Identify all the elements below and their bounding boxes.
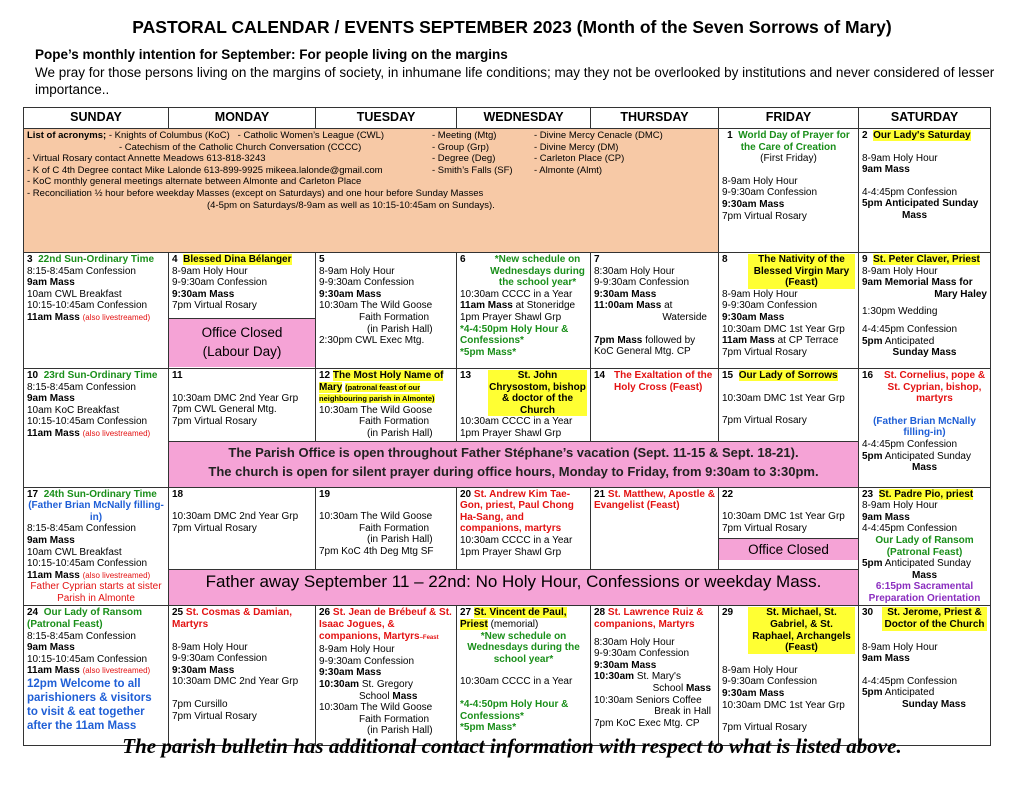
day-subtitle: (First Friday) [760, 153, 817, 165]
day-title: St. Cornelius, pope & St. Cyprian, bishop, martyrs [883, 369, 986, 405]
week-row [24, 368, 991, 441]
day-number: 5 [319, 254, 325, 265]
event: 11am Mass [27, 427, 80, 439]
day-cell-12 [316, 368, 457, 441]
day-number: 13 [460, 369, 472, 381]
day-cell-18 [169, 487, 316, 570]
day-cell-9 [859, 253, 991, 369]
event: 8:15-8:45am Confession [27, 523, 136, 535]
day-cell-20 [457, 487, 591, 570]
event: 10:30am CCCC in a Year [460, 534, 573, 546]
event: 9:30am Mass [722, 311, 785, 323]
event: 7pm KoC 4th Deg Mtg SF [319, 545, 434, 557]
day-number: 18 [172, 488, 184, 500]
event: 7pm Virtual Rosary [722, 346, 807, 358]
day-cell-4 [169, 253, 316, 369]
office-closed-label: Office Closed [201, 324, 283, 340]
acronyms-box [24, 129, 719, 253]
event: Mass [902, 209, 928, 221]
event: 9:30am Mass [319, 288, 382, 300]
event: 10am KoC Breakfast [27, 404, 120, 416]
event: 10:30am DMC 1st Year Grp [722, 392, 845, 404]
father-away-banner: Father away September 11 – 22nd: No Holy Hour, Confessions or weekday Mass. [169, 570, 859, 606]
page-title: PASTORAL CALENDAR / EVENTS SEPTEMBER 2023 (Month of the Seven Sorrows of Mary) [132, 17, 892, 37]
event: 10:30am DMC 1st Year Grp [722, 699, 845, 711]
event: 9:30am Mass [172, 288, 235, 300]
day-cell-25 [169, 606, 316, 746]
event-location: Waterside [662, 311, 707, 323]
event: 10:30am DMC 2nd Year Grp [172, 392, 299, 404]
header-monday: MONDAY [169, 108, 316, 129]
event: 8:30am Holy Hour [594, 636, 675, 648]
event: (in Parish Hall) [367, 725, 433, 737]
event: 9am Mass [27, 534, 75, 546]
event: 10:30am The Wild Goose [319, 300, 433, 312]
event: 9-9:30am Confession [722, 676, 818, 688]
day-number: 22 [722, 488, 734, 500]
event: 10:30am Seniors Coffee [594, 694, 702, 706]
event: 5pm [862, 450, 883, 462]
day-title: Our Lady's Saturday [873, 130, 971, 141]
day-cell-8 [719, 253, 859, 369]
day-number: 26 [319, 607, 331, 619]
day-title: St. Padre Pio, priest [878, 488, 974, 500]
acronym-almt: - Almonte (Almt) [534, 164, 603, 176]
event: 7pm Cursillo [172, 699, 228, 711]
event: *5pm Mass* [460, 346, 517, 358]
event: *4-4:50pm Holy Hour & Confessions* [460, 323, 569, 347]
event: 9-9:30am Confession [594, 648, 690, 660]
event: 5pm [862, 335, 883, 347]
event-location: School [359, 690, 390, 702]
event: 10:30am CCCC in a Year [460, 288, 573, 300]
event: 9-9:30am Confession [722, 300, 818, 312]
office-open-banner [169, 441, 859, 487]
day-title: St. Cosmas & Damian, Martyrs [172, 607, 293, 631]
event: 8:15-8:45am Confession [27, 265, 136, 277]
event: 10:15-10:45am Confession [27, 653, 148, 665]
event: 11am Mass [27, 665, 80, 677]
event: 9am Mass [862, 164, 910, 176]
day-cell-19 [316, 487, 457, 570]
day-number: 25 [172, 607, 184, 619]
day-number: 17 [27, 488, 39, 500]
event: 10:30am The Wild Goose [319, 702, 433, 714]
day-number: 21 [594, 488, 606, 500]
event: Sunday Mass [902, 699, 966, 711]
day-subtitle: (Father Brian McNally filling-in) [28, 500, 164, 523]
event: 9am Mass [27, 642, 75, 654]
event: 4-4:45pm Confession [862, 438, 958, 450]
event: 8:30am Holy Hour [594, 265, 675, 277]
day-subtitle: –Feast [419, 634, 439, 641]
event: 9:30am Mass [722, 198, 785, 210]
event: 11:00am Mass [594, 300, 662, 312]
event: 10:15-10:45am Confession [27, 558, 148, 570]
acronym-cwl: - Catholic Women’s League (CWL) [237, 130, 385, 141]
day-cell-28 [591, 606, 719, 746]
day-title: 23rd Sun-Ordinary Time [43, 369, 158, 381]
event: 4-4:45pm Confession [862, 323, 958, 335]
day-title: 24th Sun-Ordinary Time [43, 488, 157, 500]
event: 10:15-10:45am Confession [27, 416, 148, 428]
day-number: 10 [27, 369, 39, 381]
event: 7pm Virtual Rosary [722, 722, 807, 734]
event-location: at Stoneridge [515, 300, 576, 312]
kofc-4th-contact: - K of C 4th Degree contact Mike Lalonde 613-899-9925 mikeea.lalonde@gmail.com [27, 164, 383, 176]
header-saturday: SATURDAY [859, 108, 991, 129]
event: 9am Mass [27, 277, 75, 289]
event: 11am Mass [27, 311, 80, 323]
day-cell-21 [591, 487, 719, 570]
event: 10:30am CCCC in a Year [460, 676, 573, 688]
day-number: 3 [27, 254, 33, 265]
event: 10am CWL Breakfast [27, 546, 122, 558]
event: *5pm Mass* [460, 722, 517, 734]
day-cell-11 [169, 368, 316, 441]
event-connector: followed by [645, 334, 696, 346]
acronyms-heading: List of acronyms; [27, 130, 107, 141]
event: 8:15-8:45am Confession [27, 381, 136, 393]
event: 9-9:30am Confession [594, 277, 690, 289]
rosary-contact: - Virtual Rosary contact Annette Meadows 613-818-3243 [27, 153, 266, 165]
office-closed-badge [169, 318, 315, 367]
event: 9:30am Mass [722, 688, 785, 700]
event: 7pm Virtual Rosary [722, 415, 807, 427]
event: 10:30am DMC 2nd Year Grp [172, 511, 299, 523]
week-row [24, 606, 991, 746]
event: 7pm Virtual Rosary [172, 300, 257, 312]
event: 8-9am Holy Hour [319, 265, 395, 277]
reconciliation-note-2: (4-5pm on Saturdays/8-9am as well as 10:15-10:45am on Sundays). [207, 199, 495, 211]
acronym-dm: - Divine Mercy (DM) [534, 141, 619, 153]
day-title: St. Michael, St. Gabriel, & St. Raphael, Archangels (Feast) [748, 607, 855, 653]
banner-line-2: The church is open for silent prayer during office hours, Monday to Friday, from 9:30am to 3:30pm. [208, 463, 819, 479]
day-number: 2 [862, 130, 868, 141]
event: 9-9:30am Confession [319, 655, 415, 667]
event: 10am CWL Breakfast [27, 288, 122, 300]
day-cell-13 [457, 368, 591, 441]
week-row [24, 253, 991, 369]
livestream-note: (also livestreamed) [82, 428, 151, 438]
day-cell-29 [719, 606, 859, 746]
day-cell-26 [316, 606, 457, 746]
event: Faith Formation [359, 311, 430, 323]
event: 9am Memorial Mass for [862, 277, 973, 289]
day-number: 27 [460, 607, 472, 619]
day-cell-5 [316, 253, 457, 369]
event: KoC General Mtg. CP [594, 346, 691, 358]
day-cell-17 [24, 487, 169, 606]
event: 2:30pm CWL Exec Mtg. [319, 335, 425, 347]
day-title: St. Vincent de Paul, Priest [460, 607, 567, 631]
event: 6:15pm Sacramental Preparation Orientation [868, 581, 981, 604]
acronym-grp: - Group (Grp) [432, 141, 490, 153]
event: Anticipated Sunday [884, 450, 971, 462]
office-closed-badge: Office Closed [719, 538, 858, 560]
event: 7pm Virtual Rosary [172, 710, 257, 722]
event: 9:30am Mass [594, 288, 657, 300]
prayer-text: We pray for those persons living on the margins of society, in inhumane life conditions; may they not be overlooked by institutions and never considered of lesser importance.. [35, 65, 995, 97]
event: 11am Mass [722, 335, 775, 347]
monthly-intention: Pope’s monthly intention for September: For people living on the margins [35, 47, 508, 62]
event: 9-9:30am Confession [319, 277, 415, 289]
event-location: School [652, 683, 684, 695]
event: 4-4:45pm Confession [862, 186, 958, 198]
event: 10:15-10:45am Confession [27, 300, 148, 312]
event: 8-9am Holy Hour [862, 641, 938, 653]
event: 9:30am Mass [594, 659, 657, 671]
header-friday: FRIDAY [719, 108, 859, 129]
day-number: 6 [460, 254, 466, 265]
event: 10:30am DMC 1st Year Grp [722, 511, 845, 523]
banner-line-1: The Parish Office is open throughout Father Stéphane’s vacation (Sept. 11-15 & Sept. 18-21). [228, 444, 799, 460]
event: 10:30am DMC 2nd Year Grp [172, 676, 299, 688]
day-number: 23 [862, 488, 874, 500]
day-cell-2 [859, 129, 991, 253]
week-row [24, 487, 991, 570]
event: 9am Mass [27, 393, 75, 405]
event: 8-9am Holy Hour [722, 664, 798, 676]
event: 5pm [862, 687, 883, 699]
event: 10:30am [319, 679, 360, 691]
event: 8-9am Holy Hour [722, 288, 798, 300]
event-connector: at [664, 300, 673, 312]
day-title: St. Peter Claver, Priest [873, 254, 980, 265]
event: 9-9:30am Confession [722, 187, 818, 199]
event: 7pm Mass [594, 334, 643, 346]
day-subtitle: (memorial) [490, 619, 539, 631]
event: 8-9am Holy Hour [172, 641, 248, 653]
kofc-meetings-note: - KoC monthly general meetings alternate between Almonte and Carleton Place [27, 176, 362, 188]
livestream-note: (also livestreamed) [82, 570, 151, 580]
day-number: 28 [594, 607, 606, 619]
event: 9-9:30am Confession [172, 653, 268, 665]
day-number: 19 [319, 488, 331, 500]
event: 8-9am Holy Hour [722, 175, 798, 187]
event: (in Parish Hall) [367, 534, 433, 546]
event: Mary Haley [934, 288, 987, 300]
day-number: 20 [460, 488, 472, 500]
day-cell-16 [859, 368, 991, 487]
day-title: Our Lady of Sorrows [738, 369, 838, 381]
day-number: 24 [27, 607, 39, 619]
day-cell-30 [859, 606, 991, 746]
calendar-table [23, 107, 991, 746]
day-title: *New schedule on Wednesdays during the school year* [490, 254, 585, 289]
event: *4-4:50pm Holy Hour & Confessions* [460, 699, 569, 722]
event: 12pm Welcome to all parishioners & visitors to visit & eat together after the 11am Mass [27, 678, 152, 733]
day-number: 9 [862, 254, 868, 265]
day-title: 22nd Sun-Ordinary Time [38, 254, 155, 265]
event: Break in Hall [654, 706, 711, 718]
day-title: St. Matthew, Apostle & Evangelist (Feast) [594, 488, 715, 512]
event: 9-9:30am Confession [172, 277, 268, 289]
event: 8-9am Holy Hour [319, 644, 395, 656]
acronym-cccc: - Catechism of the Catholic Church Conversation (CCCC) [119, 141, 362, 153]
day-subtitle: (patronal feast of our neighbouring parish in Almonte) [319, 382, 435, 404]
office-closed-reason: (Labour Day) [202, 343, 282, 359]
day-number: 30 [862, 607, 874, 619]
event: 9:30am Mass [172, 664, 235, 676]
day-number: 16 [862, 369, 874, 381]
livestream-note: (also livestreamed) [82, 312, 151, 322]
day-number: 4 [172, 254, 178, 265]
day-number: 11 [172, 369, 183, 381]
day-title: Our Lady of Ransom (Patronal Feast) [27, 607, 143, 631]
event: (in Parish Hall) [367, 427, 433, 439]
day-number: 7 [594, 254, 600, 265]
event: 10:30am DMC 1st Year Grp [722, 323, 845, 335]
acronym-mtg: - Meeting (Mtg) [432, 130, 497, 141]
day-title: St. Andrew Kim Tae-Gon, priest, Paul Chong Ha-Sang, and companions, martyrs [460, 488, 574, 535]
day-number: 15 [722, 369, 734, 381]
event-location: at CP Terrace [777, 335, 839, 347]
event: Anticipated [884, 687, 935, 699]
event: Faith Formation [359, 416, 430, 428]
event: 7pm Virtual Rosary [172, 522, 257, 534]
day-title: St. Jerome, Priest & Doctor of the Church [882, 607, 987, 630]
day-title: St. Lawrence Ruiz & companions, Martyrs [594, 607, 704, 631]
event: 7pm Virtual Rosary [172, 415, 257, 427]
event: 8-9am Holy Hour [862, 152, 938, 164]
event: 9am Mass [862, 653, 910, 665]
acronym-deg: - Degree (Deg) [432, 153, 496, 165]
day-cell-3 [24, 253, 169, 369]
event: Father Cyprian starts at sister Parish in Almonte [30, 581, 162, 604]
event-location: St. Gregory [361, 679, 413, 691]
banner-row [24, 570, 991, 606]
event: 1pm Prayer Shawl Grp [460, 427, 562, 439]
day-number: 12 [319, 369, 331, 381]
event: Faith Formation [359, 522, 430, 534]
day-title: The Exaltation of the Holy Cross (Feast) [614, 369, 713, 393]
week-row [24, 129, 991, 253]
day-cell-22 [719, 487, 859, 570]
event: 8-9am Holy Hour [862, 500, 938, 512]
event: 10:30am [594, 671, 635, 683]
event: 11am Mass [27, 569, 80, 581]
event: 8-9am Holy Hour [862, 265, 938, 277]
event: 5pm [862, 558, 883, 570]
event: Sunday Mass [892, 347, 957, 359]
event: Mass [911, 569, 937, 581]
livestream-note: (also livestreamed) [82, 666, 151, 676]
day-cell-1 [719, 129, 859, 253]
event: 4-4:45pm Confession [862, 523, 958, 535]
acronym-kofc: - Knights of Columbus (KoC) [108, 130, 230, 141]
day-title: Blessed Dina Bélanger [183, 254, 292, 265]
day-cell-14 [591, 368, 719, 441]
event: Anticipated Sunday [884, 558, 971, 570]
event: 10:30am CCCC in a Year [460, 416, 573, 428]
acronym-sf: - Smith’s Falls (SF) [432, 164, 513, 176]
day-cell-23 [859, 487, 991, 606]
day-title: World Day of Prayer for the Care of Creation [738, 130, 850, 153]
event: 7pm CWL General Mtg. [172, 404, 277, 416]
event: 7pm Virtual Rosary [722, 210, 807, 222]
event: 1pm Prayer Shawl Grp [460, 546, 562, 558]
event: Anticipated [884, 335, 935, 347]
footer-note: The parish bulletin has additional contact information with respect to what is listed above. [122, 734, 902, 758]
day-cell-24 [24, 606, 169, 746]
day-number: 14 [594, 369, 606, 381]
event: 4-4:45pm Confession [862, 675, 958, 687]
event: 8:15-8:45am Confession [27, 630, 136, 642]
event: Faith Formation [359, 713, 430, 725]
day-number: 29 [722, 607, 734, 619]
header-wednesday: WEDNESDAY [457, 108, 591, 129]
event: 9am Mass [862, 511, 910, 523]
weekday-header-row [24, 108, 991, 129]
event: Mass [685, 683, 711, 695]
day-cell-15 [719, 368, 859, 441]
acronym-cp: - Carleton Place (CP) [534, 153, 625, 165]
event: 10:30am The Wild Goose [319, 511, 433, 523]
banner-row [24, 441, 991, 487]
header-thursday: THURSDAY [591, 108, 719, 129]
event: 5pm Anticipated Sunday [862, 198, 979, 210]
event: Mass [911, 462, 937, 474]
event: 7pm KoC Exec Mtg. CP [594, 717, 700, 729]
header-sunday: SUNDAY [24, 108, 169, 129]
event: 10:30am The Wild Goose [319, 404, 433, 416]
day-title: The Most Holy Name of Mary [319, 369, 444, 393]
day-title: St. John Chrysostom, bishop & doctor of the Church [489, 369, 586, 416]
day-number: 8 [722, 254, 728, 265]
event: 11am Mass [460, 300, 513, 312]
acronym-dmc: - Divine Mercy Cenacle (DMC) [534, 130, 663, 141]
day-cell-7 [591, 253, 719, 369]
reconciliation-note: - Reconciliation ½ hour before weekday Masses (except on Saturdays) and one hour before Sunday Masses [27, 187, 484, 199]
event: Our Lady of Ransom (Patronal Feast) [875, 534, 974, 558]
day-cell-6 [457, 253, 591, 369]
day-number: 1 [727, 130, 733, 141]
event: (in Parish Hall) [367, 323, 433, 335]
event: 1:30pm Wedding [862, 306, 938, 318]
day-title: The Nativity of the Blessed Virgin Mary (Feast) [748, 254, 855, 289]
day-cell-10 [24, 368, 169, 487]
header-tuesday: TUESDAY [316, 108, 457, 129]
event-location: St. Mary's [636, 671, 681, 683]
event: 7pm Virtual Rosary [722, 522, 807, 534]
event: *New schedule on Wednesdays during the school year* [467, 630, 580, 665]
event: 1pm Prayer Shawl Grp [460, 311, 562, 323]
event: 9:30am Mass [319, 667, 382, 679]
event: 8-9am Holy Hour [172, 265, 248, 277]
day-title: St. Jean de Brébeuf & St. Isaac Jogues, & companions, Martyrs [319, 607, 452, 642]
day-cell-27 [457, 606, 591, 746]
event: (Father Brian McNally filling-in) [873, 415, 976, 439]
event: Mass [392, 690, 418, 702]
